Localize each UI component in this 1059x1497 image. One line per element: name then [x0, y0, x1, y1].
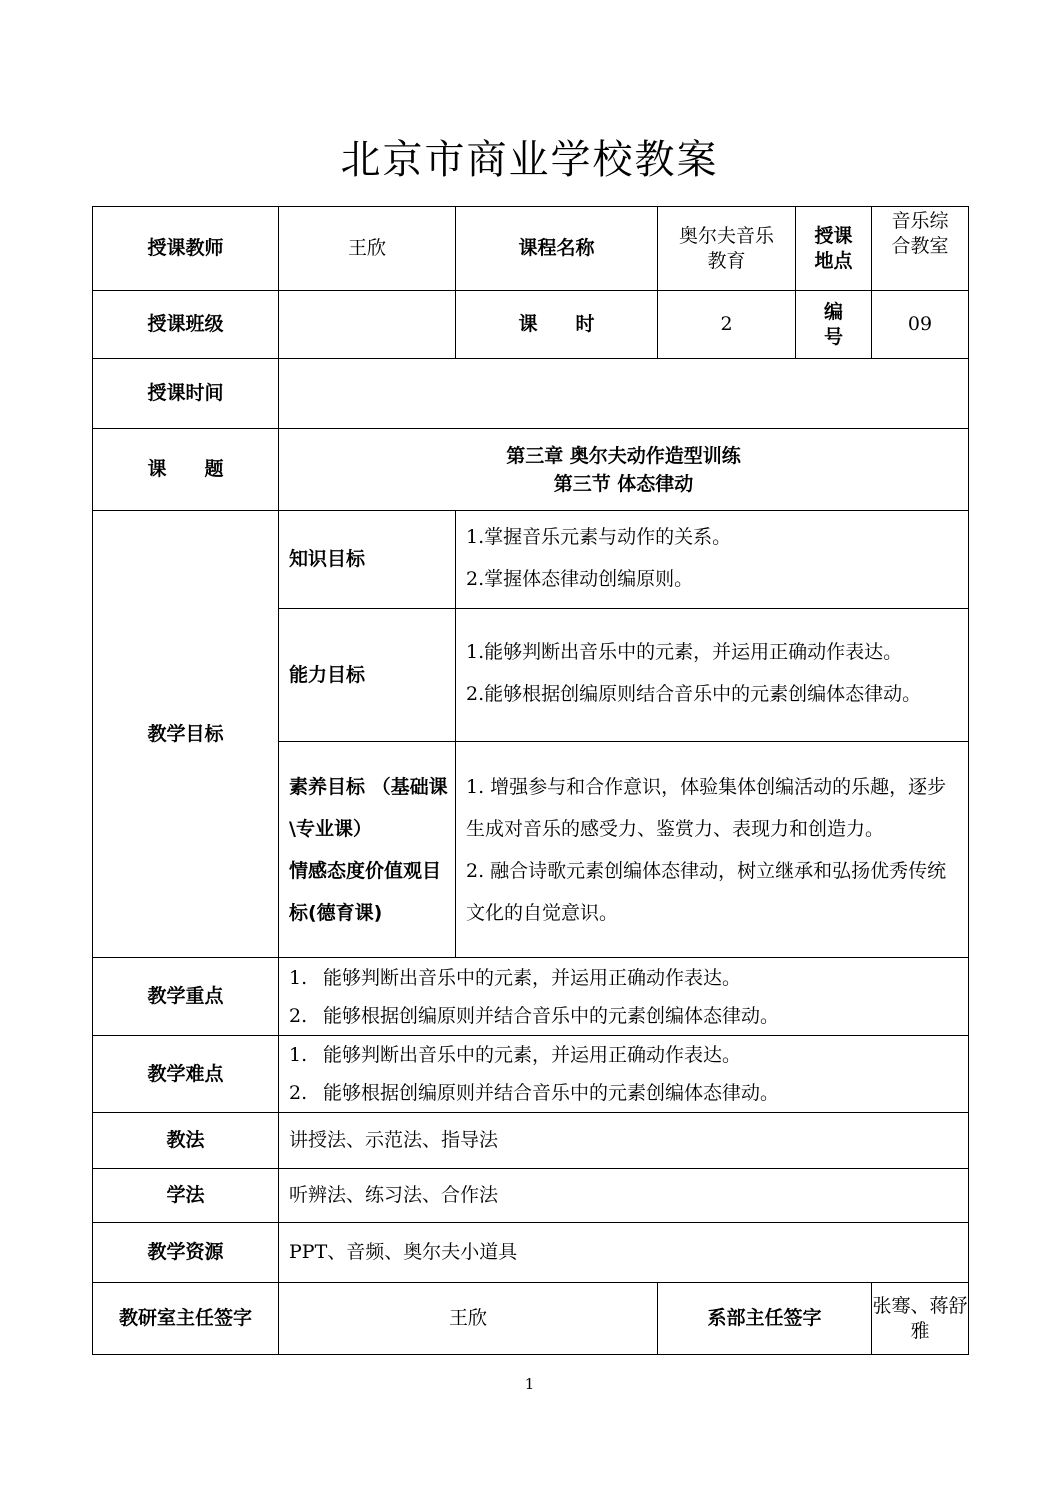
row-topic — [93, 429, 969, 511]
ability-objective-item: 2.能够根据创编原则结合音乐中的元素创编体态律动。 — [466, 683, 922, 705]
class-label: 授课班级 — [93, 291, 279, 359]
knowledge-objective-item: 1.掌握音乐元素与动作的关系。 — [466, 525, 732, 548]
class-value — [279, 291, 456, 359]
ability-objective-label: 能力目标 — [279, 609, 456, 742]
teacher-label: 授课教师 — [93, 207, 279, 291]
number-value: 09 — [872, 291, 969, 359]
row-teaching-method — [93, 1113, 969, 1169]
ability-objective-item: 1.能够判断出音乐中的元素，并运用正确动作表达。 — [466, 641, 903, 663]
course-label: 课程名称 — [456, 207, 658, 291]
document-title: 北京市商业学校教案 — [340, 137, 719, 183]
knowledge-objective-item: 2.掌握体态律动创编原则。 — [466, 567, 694, 590]
objectives-label: 教学目标 — [93, 511, 279, 958]
number-label: 编号 — [796, 291, 872, 359]
difficulties-content — [279, 1036, 969, 1113]
teacher-value: 王欣 — [279, 207, 456, 291]
row-signatures — [93, 1283, 969, 1355]
hours-value: 2 — [658, 291, 796, 359]
ability-objective-content — [456, 609, 969, 742]
row-knowledge-objective — [93, 511, 969, 609]
topic-label: 课 题 — [93, 429, 279, 511]
topic-chapter: 第三章 奥尔夫动作造型训练 — [506, 444, 741, 467]
row-difficulties — [93, 1036, 969, 1113]
department-director-signature-label: 系部主任签字 — [658, 1283, 872, 1355]
key-point-item: 1. 能够判断出音乐中的元素，并运用正确动作表达。 — [289, 966, 742, 989]
quality-objective-item: 2. 融合诗歌元素创编体态律动，树立继承和弘扬优秀传统文化的自觉意识。 — [466, 859, 947, 924]
topic-value — [279, 429, 969, 511]
row-key-points — [93, 958, 969, 1036]
lesson-plan-table — [92, 206, 969, 1355]
key-point-item: 2. 能够根据创编原则并结合音乐中的元素创编体态律动。 — [289, 1004, 780, 1027]
location-label: 授课地点 — [796, 207, 872, 291]
knowledge-objective-label: 知识目标 — [279, 511, 456, 609]
quality-objective-content — [456, 742, 969, 958]
difficulties-label: 教学难点 — [93, 1036, 279, 1113]
key-points-content — [279, 958, 969, 1036]
teaching-method-label: 教法 — [93, 1113, 279, 1169]
learning-method-value: 听辨法、练习法、合作法 — [279, 1169, 969, 1223]
quality-objective-item: 1. 增强参与和合作意识，体验集体创编活动的乐趣，逐步生成对音乐的感受力、鉴赏力、表现力和创造力。 — [466, 775, 947, 840]
topic-section: 第三节 体态律动 — [553, 472, 694, 495]
course-value: 奥尔夫音乐教育 — [658, 207, 796, 291]
difficulty-item: 2. 能够根据创编原则并结合音乐中的元素创编体态律动。 — [289, 1082, 780, 1104]
difficulty-item: 1. 能够判断出音乐中的元素，并运用正确动作表达。 — [289, 1044, 742, 1066]
office-director-signature-label: 教研室主任签字 — [93, 1283, 279, 1355]
row-learning-method — [93, 1169, 969, 1223]
row-teacher — [93, 207, 969, 291]
time-value — [279, 359, 969, 429]
quality-objective-label-line: 情感态度价值观目标(德育课) — [289, 859, 442, 924]
resources-value: PPT、音频、奥尔夫小道具 — [279, 1223, 969, 1283]
time-label: 授课时间 — [93, 359, 279, 429]
key-points-label: 教学重点 — [93, 958, 279, 1036]
row-time — [93, 359, 969, 429]
office-director-signature: 王欣 — [279, 1283, 658, 1355]
row-resources — [93, 1223, 969, 1283]
resources-label: 教学资源 — [93, 1223, 279, 1283]
page-number: 1 — [524, 1375, 535, 1393]
row-class — [93, 291, 969, 359]
hours-label: 课 时 — [456, 291, 658, 359]
quality-objective-label-line: 素养目标 （基础课\专业课） — [289, 775, 448, 840]
learning-method-label: 学法 — [93, 1169, 279, 1223]
knowledge-objective-content — [456, 511, 969, 609]
location-value: 音乐综合教室 — [872, 207, 969, 291]
department-director-signature: 张骞、蒋舒雅 — [872, 1283, 969, 1355]
quality-objective-label — [279, 742, 456, 958]
teaching-method-value: 讲授法、示范法、指导法 — [279, 1113, 969, 1169]
